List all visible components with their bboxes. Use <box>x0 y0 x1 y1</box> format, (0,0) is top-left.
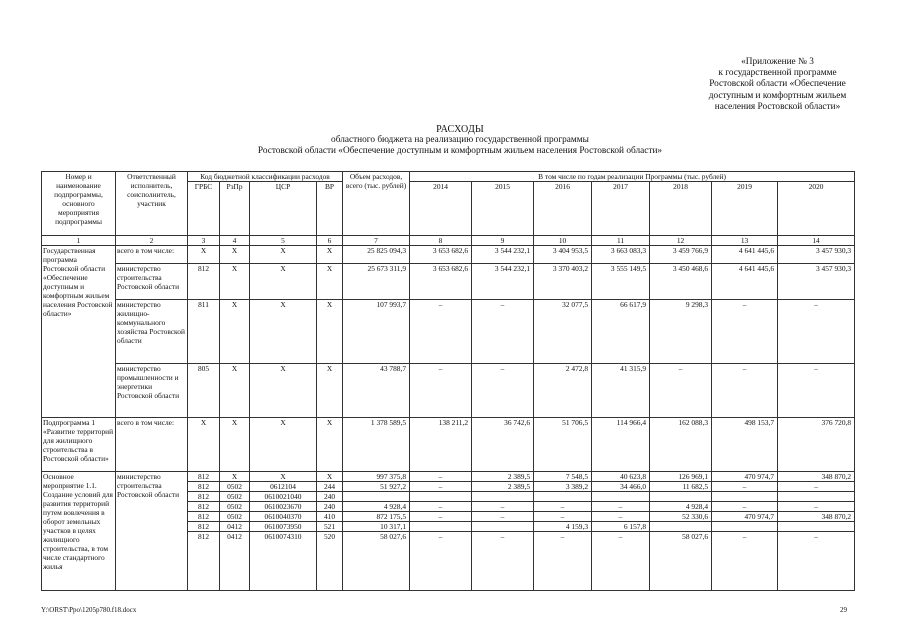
vr: X <box>317 472 343 482</box>
year-value <box>712 492 778 502</box>
csr: X <box>250 264 317 300</box>
year-value <box>650 492 712 502</box>
year-value: 11 682,5 <box>650 482 712 492</box>
executor: министерство строительства Ростовской области <box>116 264 188 300</box>
annex-line: Ростовской области «Обеспечение <box>709 79 846 90</box>
year-value: 348 870,2 <box>778 512 855 522</box>
year-value: 40 623,8 <box>592 472 650 482</box>
table-row <box>42 472 855 482</box>
year-value: – <box>712 300 778 364</box>
expenses-table <box>41 171 855 591</box>
rzpr: 0412 <box>220 532 250 591</box>
csr: 0610040370 <box>250 512 317 522</box>
header-kbk: Код бюджетной классификации расходов <box>188 172 343 182</box>
year-value: 3 389,2 <box>534 482 592 492</box>
program-name: Государственная программа Ростовской области «Обеспечение доступным и комфортным жильем населения Ростовской области» <box>42 246 116 418</box>
csr: X <box>250 364 317 418</box>
total: 997 375,8 <box>343 472 410 482</box>
executor: всего в том числе: <box>116 246 188 264</box>
grbs: 812 <box>188 492 220 502</box>
vr: 521 <box>317 522 343 532</box>
year-value: – <box>410 300 472 364</box>
year-value: 3 544 232,1 <box>472 246 534 264</box>
rzpr: X <box>220 300 250 364</box>
header-years-group: В том числе по годам реализации Программы (тыс. рублей) <box>410 172 855 182</box>
header-year: 2015 <box>472 182 534 236</box>
rzpr: X <box>220 264 250 300</box>
rzpr: X <box>220 364 250 418</box>
executor: министерство строительства Ростовской области <box>116 472 188 591</box>
grbs: 812 <box>188 502 220 512</box>
csr: 0610073950 <box>250 522 317 532</box>
annex-line: «Приложение № 3 <box>741 57 814 67</box>
year-value: – <box>410 364 472 418</box>
vr: 410 <box>317 512 343 522</box>
year-value: 2 389,5 <box>472 472 534 482</box>
total: 25 825 094,3 <box>343 246 410 264</box>
header-year: 2019 <box>712 182 778 236</box>
year-value: 3 450 468,6 <box>650 264 712 300</box>
year-value: 3 457 930,3 <box>778 264 855 300</box>
year-value: 52 330,6 <box>650 512 712 522</box>
subprogram-name: Подпрограмма 1 «Развитие территорий для жилищного строительства в Ростовской области» <box>42 418 116 472</box>
total: 872 175,5 <box>343 512 410 522</box>
column-number: 12 <box>650 236 712 246</box>
year-value <box>650 522 712 532</box>
csr: X <box>250 472 317 482</box>
year-value: 3 555 149,5 <box>592 264 650 300</box>
column-number: 5 <box>250 236 317 246</box>
year-value: 2 472,8 <box>534 364 592 418</box>
year-value: 7 548,5 <box>534 472 592 482</box>
vr: X <box>317 418 343 472</box>
csr: X <box>250 246 317 264</box>
column-number: 10 <box>534 236 592 246</box>
year-value <box>410 492 472 502</box>
year-value: – <box>472 300 534 364</box>
year-value: 4 928,4 <box>650 502 712 512</box>
total: 58 027,6 <box>343 532 410 591</box>
column-numbers-row <box>42 236 855 246</box>
total: 4 928,4 <box>343 502 410 512</box>
year-value <box>712 522 778 532</box>
year-value: 3 404 953,5 <box>534 246 592 264</box>
year-value: – <box>592 512 650 522</box>
executor: министерство промышленности и энергетики Ростовской области <box>116 364 188 418</box>
column-number: 9 <box>472 236 534 246</box>
year-value: 3 459 766,9 <box>650 246 712 264</box>
year-value: – <box>650 364 712 418</box>
column-number: 3 <box>188 236 220 246</box>
year-value: – <box>592 502 650 512</box>
year-value: – <box>712 502 778 512</box>
grbs: 811 <box>188 300 220 364</box>
total <box>343 492 410 502</box>
year-value: – <box>778 364 855 418</box>
header-csr: ЦСР <box>250 182 317 236</box>
year-value: – <box>534 532 592 591</box>
year-value: – <box>410 472 472 482</box>
year-value: 41 315,9 <box>592 364 650 418</box>
year-value: – <box>712 482 778 492</box>
year-value <box>410 522 472 532</box>
vr: 240 <box>317 492 343 502</box>
title-main: РАСХОДЫ <box>436 124 484 135</box>
year-value: 4 641 445,6 <box>712 246 778 264</box>
vr: X <box>317 264 343 300</box>
header-year: 2018 <box>650 182 712 236</box>
column-number: 1 <box>42 236 116 246</box>
column-number: 4 <box>220 236 250 246</box>
year-value: 32 077,5 <box>534 300 592 364</box>
title-line-2: Ростовской области «Обеспечение доступным и комфортным жильем населения Ростовской области» <box>257 146 663 156</box>
year-value <box>592 492 650 502</box>
rzpr: 0502 <box>220 512 250 522</box>
column-number: 14 <box>778 236 855 246</box>
year-value: 348 870,2 <box>778 472 855 482</box>
rzpr: X <box>220 246 250 264</box>
year-value: 498 153,7 <box>712 418 778 472</box>
title-line-1: областного бюджета на реализацию государственной программы <box>331 135 589 145</box>
rzpr: 0412 <box>220 522 250 532</box>
table-row <box>42 300 855 364</box>
table-row <box>42 418 855 472</box>
year-value: 138 211,2 <box>410 418 472 472</box>
rzpr: 0502 <box>220 492 250 502</box>
vr: X <box>317 364 343 418</box>
total: 25 673 311,9 <box>343 264 410 300</box>
year-value <box>778 492 855 502</box>
year-value: – <box>472 502 534 512</box>
year-value: 6 157,8 <box>592 522 650 532</box>
column-number: 6 <box>317 236 343 246</box>
year-value: – <box>472 512 534 522</box>
year-value: – <box>472 364 534 418</box>
year-value <box>472 522 534 532</box>
column-number: 7 <box>343 236 410 246</box>
year-value: 3 457 930,3 <box>778 246 855 264</box>
table-row <box>42 364 855 418</box>
column-number: 11 <box>592 236 650 246</box>
measure-name: Основное мероприятие 1.1. Создание условий для развития территорий путем вовлечения в оборот земельных участков в целях жилищного строительства, в том числе стандартного жилья <box>42 472 116 591</box>
year-value: 376 720,8 <box>778 418 855 472</box>
csr: 0612104 <box>250 482 317 492</box>
rzpr: X <box>220 472 250 482</box>
year-value: 114 966,4 <box>592 418 650 472</box>
year-value: 3 544 232,1 <box>472 264 534 300</box>
total: 51 927,2 <box>343 482 410 492</box>
annex-line: к государственной программе <box>718 68 837 79</box>
column-number: 8 <box>410 236 472 246</box>
grbs: 805 <box>188 364 220 418</box>
year-value: 66 617,9 <box>592 300 650 364</box>
header-year: 2014 <box>410 182 472 236</box>
header-year: 2020 <box>778 182 855 236</box>
year-value: – <box>410 512 472 522</box>
year-value: 470 974,7 <box>712 472 778 482</box>
rzpr: 0502 <box>220 502 250 512</box>
year-value: 3 653 682,6 <box>410 264 472 300</box>
rzpr: 0502 <box>220 482 250 492</box>
table-row <box>42 264 855 300</box>
year-value: – <box>592 532 650 591</box>
year-value: – <box>534 512 592 522</box>
total: 107 993,7 <box>343 300 410 364</box>
year-value: 2 389,5 <box>472 482 534 492</box>
header-col-number: Номер и наименование подпрограммы, основного мероприятия подпрограммы <box>42 172 116 236</box>
footer-file-path: Y:\ORST\Ppo\1205p780.f18.docx <box>41 606 137 614</box>
year-value: 51 706,5 <box>534 418 592 472</box>
year-value: – <box>712 364 778 418</box>
grbs: 812 <box>188 264 220 300</box>
year-value: 34 466,0 <box>592 482 650 492</box>
csr: 0610074310 <box>250 532 317 591</box>
header-grbs: ГРБС <box>188 182 220 236</box>
total: 10 317,1 <box>343 522 410 532</box>
vr: X <box>317 300 343 364</box>
table-row <box>42 246 855 264</box>
header-year: 2017 <box>592 182 650 236</box>
column-number: 2 <box>116 236 188 246</box>
grbs: 812 <box>188 522 220 532</box>
annex-line: доступным и комфортным жильем <box>708 90 847 101</box>
year-value: 3 653 682,6 <box>410 246 472 264</box>
year-value <box>472 492 534 502</box>
total: 43 788,7 <box>343 364 410 418</box>
document-title <box>100 124 820 157</box>
year-value: 126 969,1 <box>650 472 712 482</box>
csr: 0610021040 <box>250 492 317 502</box>
grbs: 812 <box>188 472 220 482</box>
year-value: 162 088,3 <box>650 418 712 472</box>
year-value: – <box>778 502 855 512</box>
vr: X <box>317 246 343 264</box>
csr: 0610023670 <box>250 502 317 512</box>
header-volume: Объем расходов, всего (тыс. рублей) <box>343 172 410 236</box>
csr: X <box>250 418 317 472</box>
year-value: – <box>410 532 472 591</box>
annex-header <box>665 57 890 113</box>
header-year: 2016 <box>534 182 592 236</box>
year-value <box>778 522 855 532</box>
year-value: 3 370 403,2 <box>534 264 592 300</box>
total: 1 378 589,5 <box>343 418 410 472</box>
header-row-1 <box>42 172 855 182</box>
year-value: 4 159,3 <box>534 522 592 532</box>
column-number: 13 <box>712 236 778 246</box>
year-value: 9 298,3 <box>650 300 712 364</box>
year-value: 36 742,6 <box>472 418 534 472</box>
csr: X <box>250 300 317 364</box>
year-value: – <box>472 532 534 591</box>
grbs: 812 <box>188 512 220 522</box>
page-number: 29 <box>840 606 847 614</box>
header-col-executor: Ответственный исполнитель, соисполнитель, участник <box>116 172 188 236</box>
year-value: – <box>410 502 472 512</box>
year-value: – <box>778 482 855 492</box>
rzpr: X <box>220 418 250 472</box>
year-value: 4 641 445,6 <box>712 264 778 300</box>
grbs: X <box>188 246 220 264</box>
grbs: 812 <box>188 482 220 492</box>
year-value: – <box>534 502 592 512</box>
year-value: – <box>778 300 855 364</box>
vr: 520 <box>317 532 343 591</box>
header-vr: ВР <box>317 182 343 236</box>
grbs: 812 <box>188 532 220 591</box>
header-rzpr: РзПр <box>220 182 250 236</box>
executor: министерство жилищно-коммунального хозяйства Ростовской области <box>116 300 188 364</box>
vr: 240 <box>317 502 343 512</box>
year-value: – <box>712 532 778 591</box>
year-value: 470 974,7 <box>712 512 778 522</box>
year-value <box>534 492 592 502</box>
executor: всего в том числе: <box>116 418 188 472</box>
year-value: – <box>410 482 472 492</box>
year-value: 58 027,6 <box>650 532 712 591</box>
grbs: X <box>188 418 220 472</box>
annex-line: населения Ростовской области» <box>714 101 841 112</box>
year-value: – <box>778 532 855 591</box>
year-value: 3 663 083,3 <box>592 246 650 264</box>
vr: 244 <box>317 482 343 492</box>
